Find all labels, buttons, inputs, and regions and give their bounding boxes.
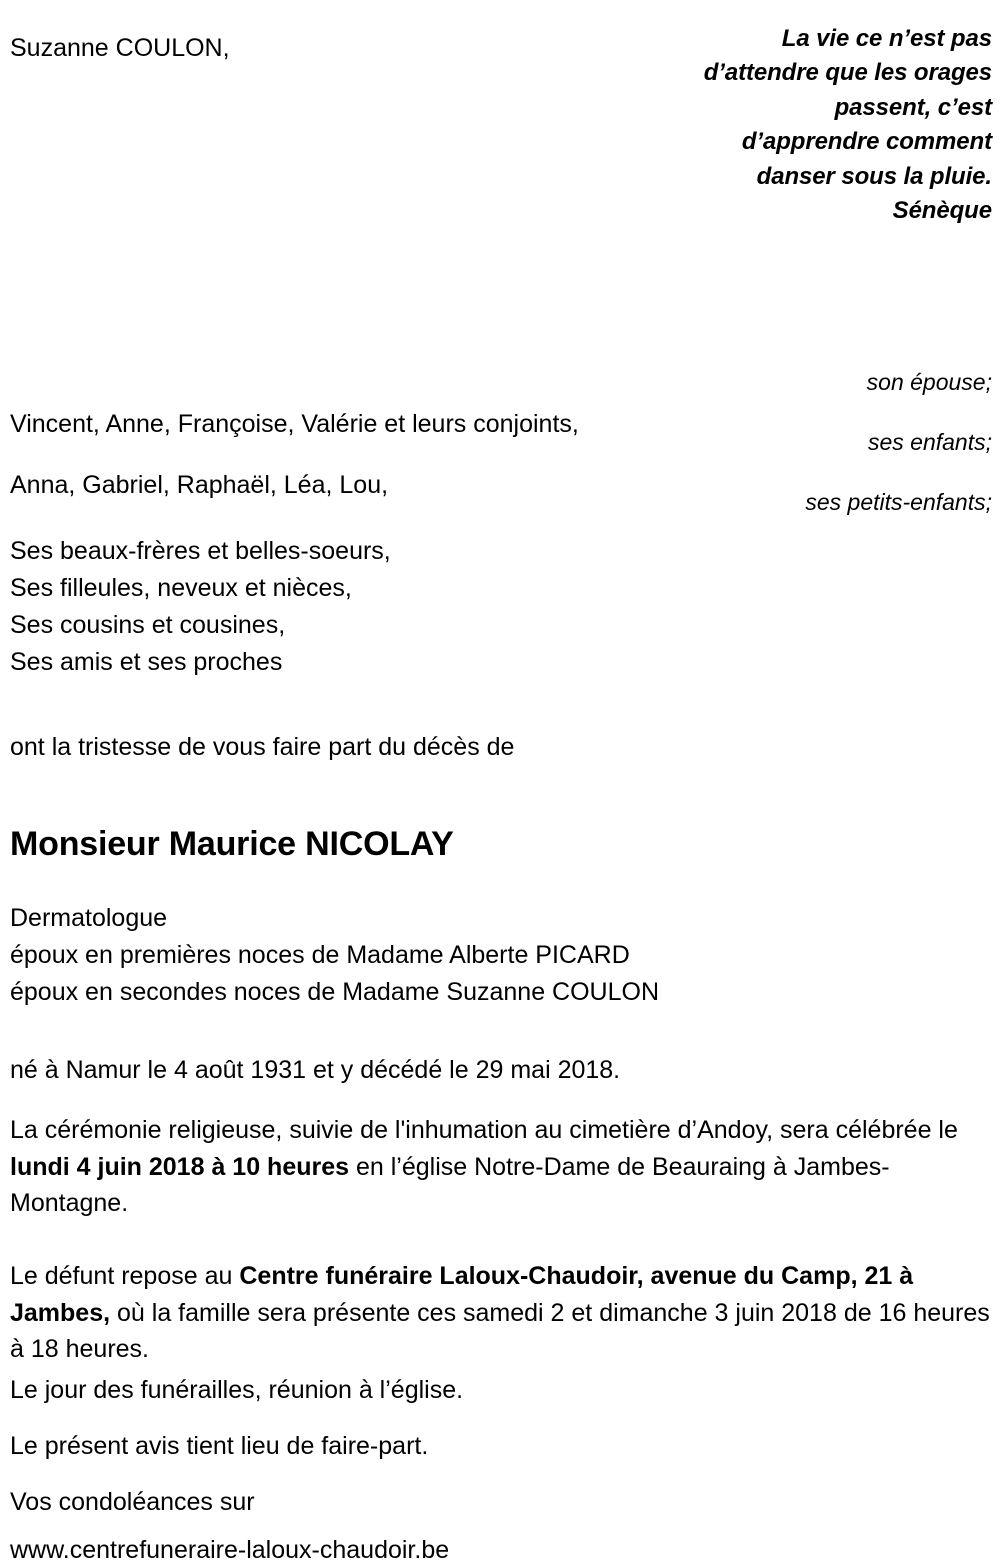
ceremony-text-part1: La cérémonie religieuse, suivie de l'inhumation au cimetière d’Andoy, sera célébrée le bbox=[10, 1116, 958, 1144]
notice-line: Le présent avis tient lieu de faire-part. bbox=[10, 1432, 429, 1460]
quote-line-8: pluie. bbox=[929, 162, 992, 190]
repose-paragraph bbox=[10, 1258, 995, 1368]
quote-line-7: danser sous la bbox=[756, 162, 924, 190]
relation-label-grandchildren: ses petits-enfants; bbox=[805, 489, 992, 515]
relatives-line-2: Ses filleules, neveux et nièces, bbox=[10, 574, 352, 602]
funeral-home-address: Centre funéraire Laloux-Chaudoir, avenue du Camp, 21 à Jambes, bbox=[10, 1262, 914, 1327]
relatives-list bbox=[10, 533, 391, 681]
ceremony-datetime: lundi 4 juin 2018 à 10 heures bbox=[10, 1152, 350, 1181]
birth-death-line: né à Namur le 4 août 1931 et y décédé le 29 mai 2018. bbox=[10, 1056, 621, 1084]
repose-text-part1: Le défunt repose au bbox=[10, 1262, 240, 1290]
relatives-line-3: Ses cousins et cousines, bbox=[10, 611, 286, 639]
condolences-website[interactable]: www.centrefuneraire-laloux-chaudoir.be bbox=[10, 1536, 450, 1564]
deceased-name: Monsieur Maurice NICOLAY bbox=[10, 825, 454, 863]
detail-second-marriage: époux en secondes noces de Madame Suzanne COULON bbox=[10, 978, 659, 1006]
relation-labels bbox=[672, 371, 992, 514]
detail-first-marriage: époux en premières noces de Madame Alberte PICARD bbox=[10, 941, 630, 969]
quote-line-5: c’est d’apprendre bbox=[741, 93, 992, 156]
quote-author: Sénèque bbox=[892, 197, 992, 225]
quote-line-2: d’attendre bbox=[703, 59, 819, 87]
relation-label-children: ses enfants; bbox=[867, 429, 992, 455]
spouse-name: Suzanne COULON, bbox=[10, 34, 230, 62]
quote-line-1: La vie ce n’est pas bbox=[781, 25, 992, 52]
grandchildren-names: Anna, Gabriel, Raphaël, Léa, Lou, bbox=[10, 471, 389, 499]
deceased-details bbox=[10, 900, 659, 1011]
condolences-label: Vos condoléances sur bbox=[10, 1488, 255, 1516]
ceremony-paragraph bbox=[10, 1112, 985, 1222]
announcement-intro: ont la tristesse de vous faire part du décès de bbox=[10, 733, 515, 761]
reunion-line: Le jour des funérailles, réunion à l’église. bbox=[10, 1376, 464, 1404]
header-zone bbox=[0, 0, 1000, 700]
relation-label-spouse: son épouse; bbox=[866, 369, 992, 395]
quote-line-3: que les orages bbox=[825, 59, 992, 87]
epigraph-quote bbox=[692, 22, 992, 229]
detail-profession: Dermatologue bbox=[10, 904, 168, 932]
repose-text-part2: où la famille sera présente ces samedi 2 et dimanche 3 juin 2018 de 16 heures à 18 heures. bbox=[10, 1298, 990, 1363]
quote-line-6: comment bbox=[886, 128, 992, 156]
children-names: Vincent, Anne, Françoise, Valérie et leurs conjoints, bbox=[10, 410, 579, 438]
quote-line-4: passent, bbox=[834, 93, 932, 121]
relatives-line-1: Ses beaux-frères et belles-soeurs, bbox=[10, 537, 391, 565]
ceremony-text-part2: en l’église Notre-Dame de Beauraing à Jambes-Montagne. bbox=[10, 1152, 890, 1217]
relatives-line-4: Ses amis et ses proches bbox=[10, 648, 283, 676]
